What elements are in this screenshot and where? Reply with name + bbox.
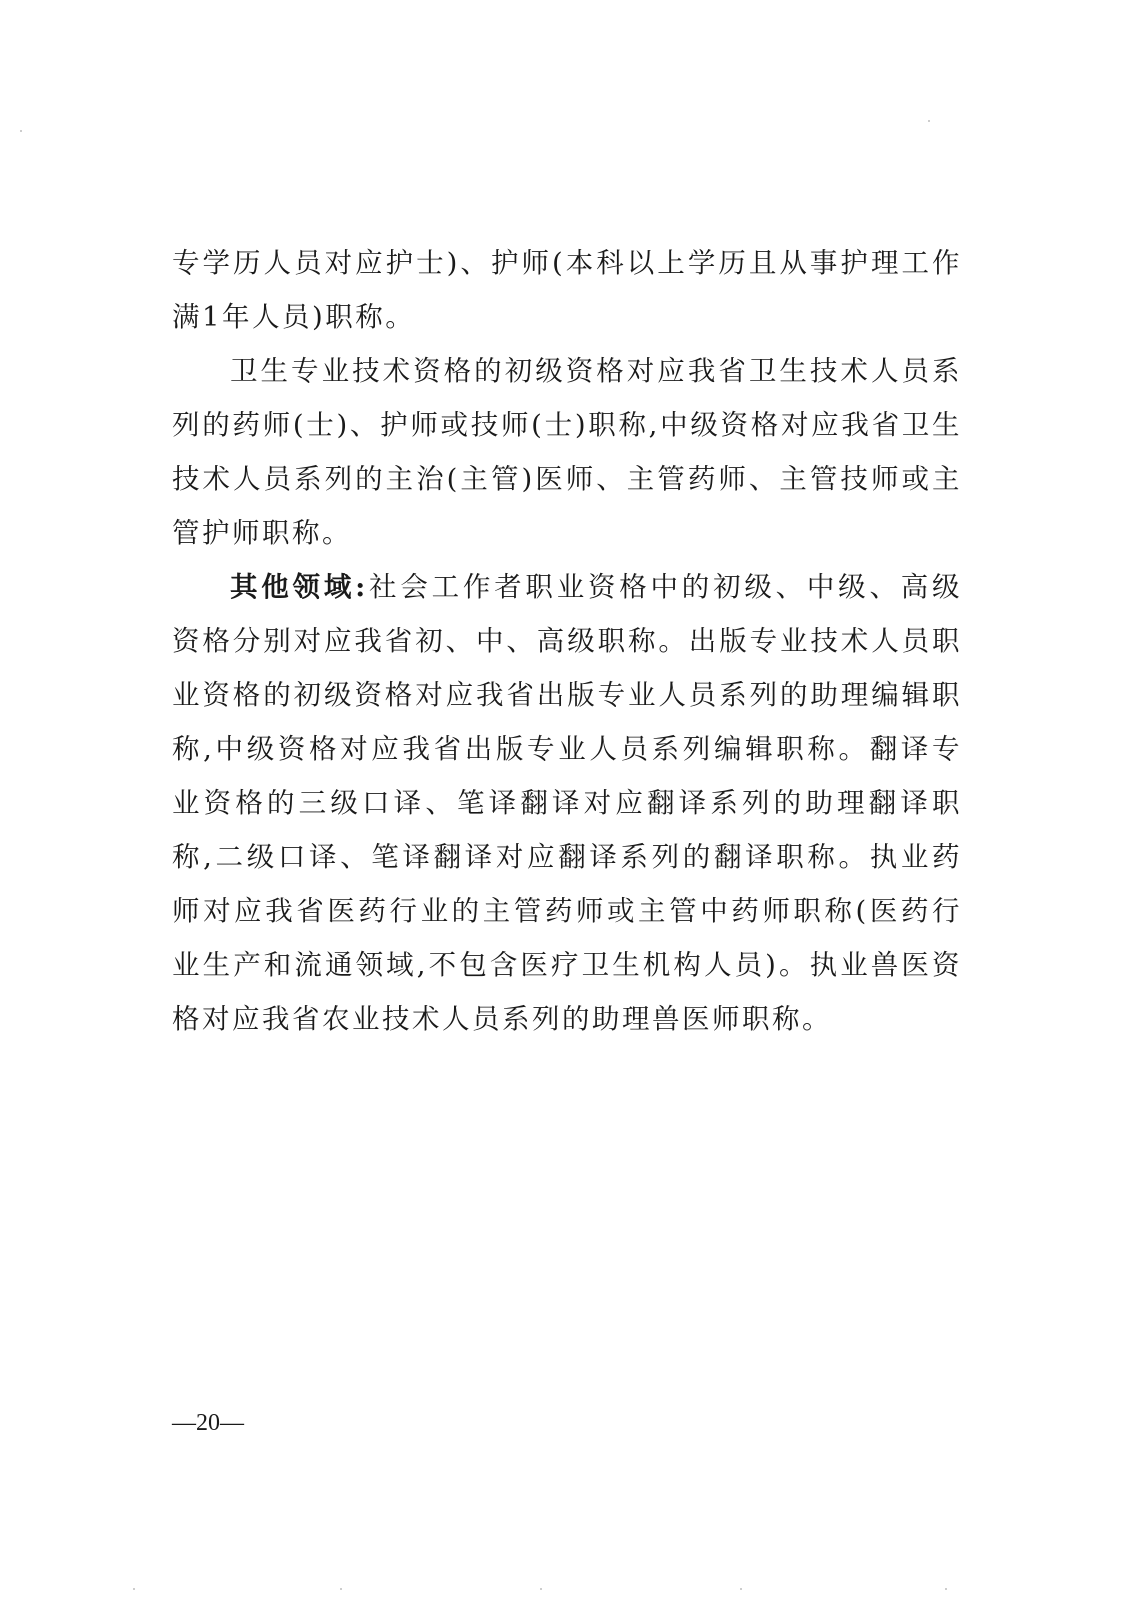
paragraph-text: 专学历人员对应护士)、护师(本科以上学历且从事护理工作满1年人员)职称。 (172, 247, 962, 333)
scan-speck (928, 120, 930, 122)
paragraph-other-fields (172, 560, 962, 1046)
scan-speck (945, 1588, 947, 1590)
paragraph-text: 卫生专业技术资格的初级资格对应我省卫生技术人员系列的药师(士)、护师或技师(士)职称,中级资格对应我省卫生技术人员系列的主治(主管)医师、主管药师、主管技师或主管护师职称。 (172, 355, 962, 549)
scan-speck (20, 130, 22, 132)
body-text (172, 236, 962, 1046)
scan-speck (133, 1588, 135, 1590)
paragraph-lead-other-fields: 其他领域: (230, 571, 368, 603)
scan-speck (540, 1588, 542, 1590)
paragraph-nursing-continuation (172, 236, 962, 344)
scan-speck (740, 1588, 742, 1590)
scan-speck (340, 1588, 342, 1590)
paragraph-health-qualification (172, 344, 962, 560)
page-number: —20— (172, 1410, 244, 1436)
paragraph-text: 社会工作者职业资格中的初级、中级、高级资格分别对应我省初、中、高级职称。出版专业技术人员职业资格的初级资格对应我省出版专业人员系列的助理编辑职称,中级资格对应我省出版专业人员系列编辑职称。翻译专业资格的三级口译、笔译翻译对应翻译系列的助理翻译职称,二级口译、笔译翻译对应翻译系列的翻译职称。执业药师对应我省医药行业的主管药师或主管中药师职称(医药行业生产和流通领域,不包含医疗卫生机构人员)。执业兽医资格对应我省农业技术人员系列的助理兽医师职称。 (172, 571, 963, 1035)
